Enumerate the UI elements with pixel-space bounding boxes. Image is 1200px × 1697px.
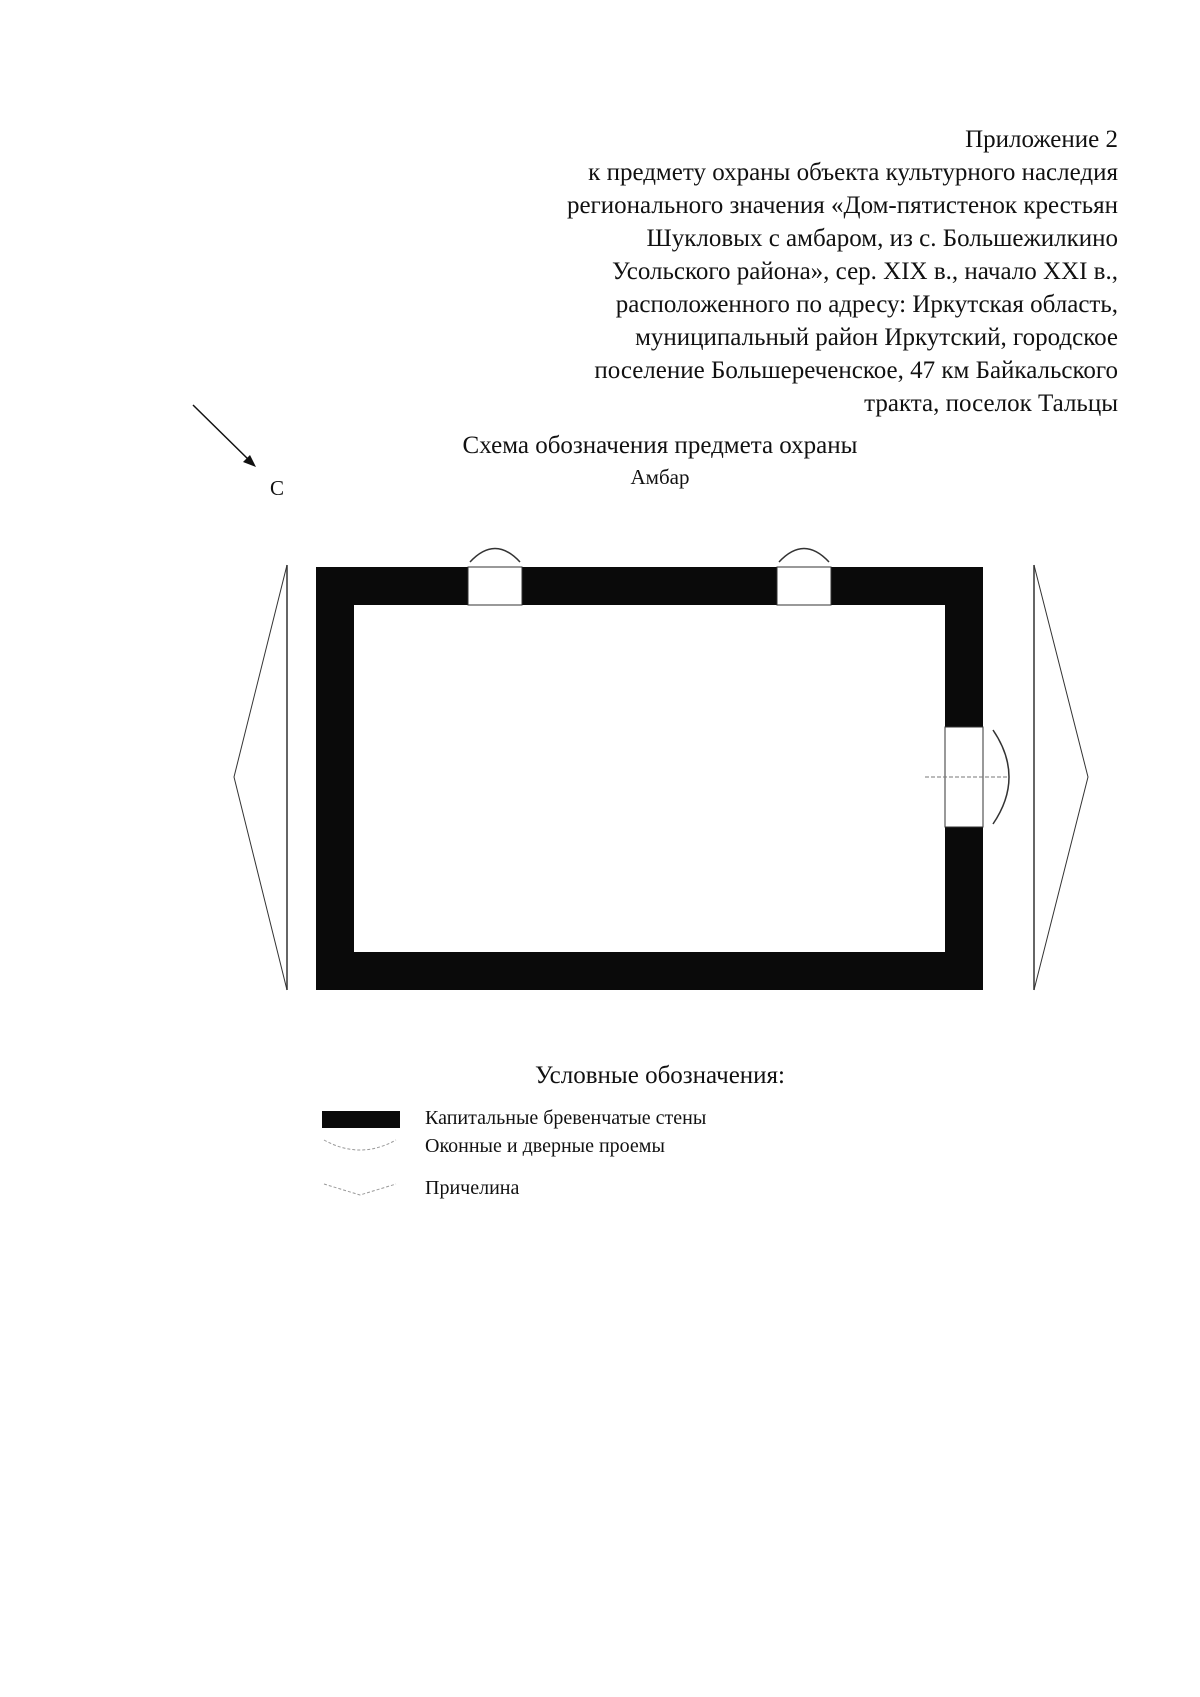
header-line-6: расположенного по адресу: Иркутская область,	[615, 291, 1118, 318]
header-line-5: Усольского района», сер. XIX в., начало XXI в.,	[612, 258, 1118, 285]
header-line-1: Приложение 2	[965, 126, 1118, 153]
wall-swatch-icon	[320, 1110, 402, 1130]
window-opening-2	[777, 549, 831, 606]
legend-label-gable: Причелина	[425, 1177, 520, 1199]
opening-arc-icon	[320, 1138, 402, 1158]
log-walls	[316, 567, 983, 990]
gable-board-icon	[320, 1180, 402, 1200]
legend-label-openings: Оконные и дверные проемы	[425, 1135, 665, 1157]
header-line-7: муниципальный район Иркутский, городское	[635, 324, 1118, 351]
header-line-3: регионального значения «Дом-пятистенок крестьян	[566, 192, 1118, 219]
diagram-subtitle: Амбар	[630, 465, 690, 489]
legend-label-walls: Капитальные бревенчатые стены	[425, 1107, 707, 1129]
header-line-9: тракта, поселок Тальцы	[864, 390, 1118, 417]
diagram-title: Схема обозначения предмета охраны	[462, 432, 858, 459]
legend-title: Условные обозначения:	[534, 1062, 786, 1089]
north-arrow-icon	[193, 405, 256, 467]
header-line-2: к предмету охраны объекта культурного наследия	[588, 159, 1118, 186]
header-line-4: Шукловых с амбаром, из с. Большежилкино	[646, 225, 1118, 252]
gable-board-left	[234, 565, 287, 990]
north-label: С	[270, 476, 285, 500]
door-opening	[925, 727, 1009, 827]
header-line-8: поселение Большереченское, 47 км Байкальского	[594, 357, 1118, 384]
window-opening-1	[468, 549, 522, 606]
gable-board-right	[1034, 565, 1088, 990]
